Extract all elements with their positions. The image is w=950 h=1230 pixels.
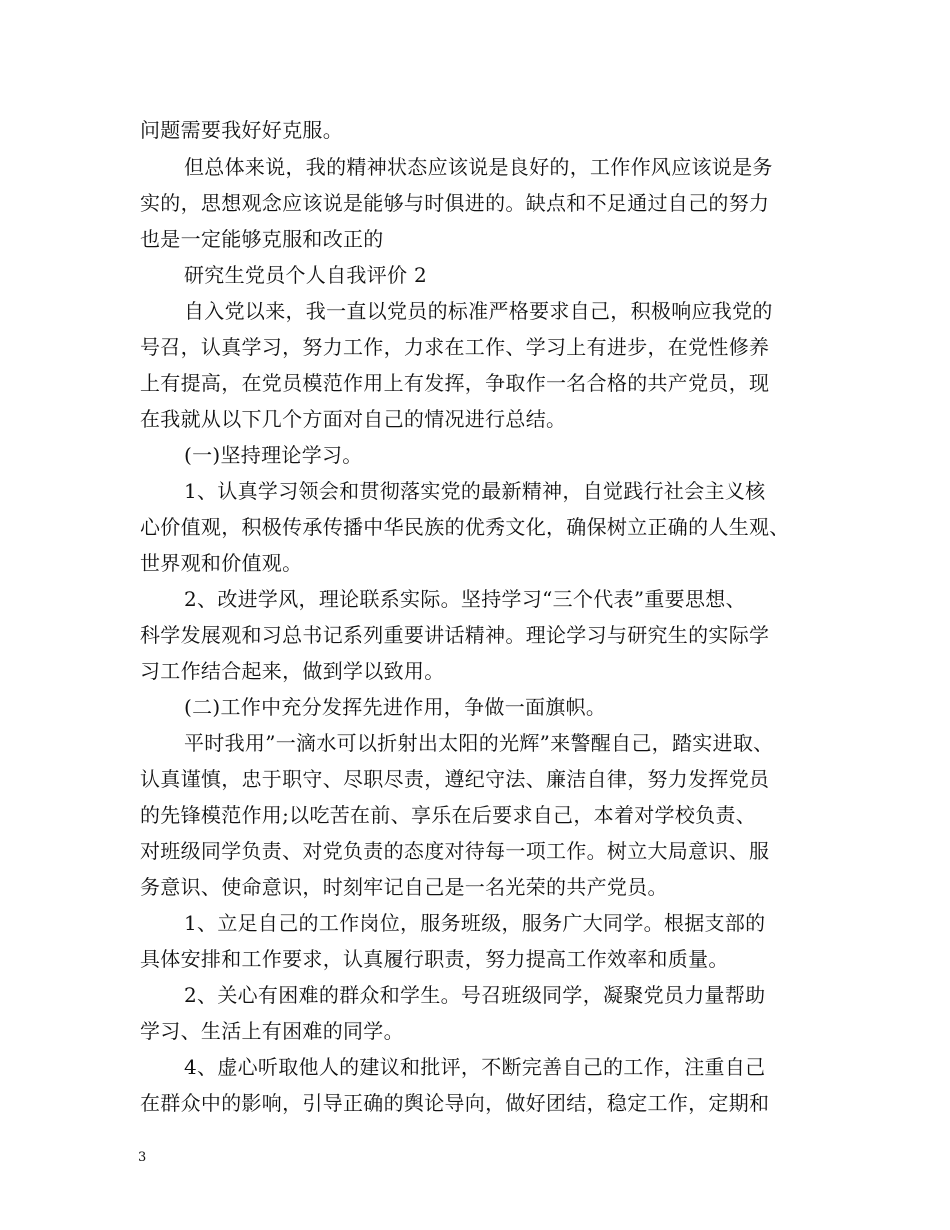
- subsection-heading: (二)工作中充分发挥先进作用，争做一面旗帜。: [184, 695, 607, 719]
- text-line: 务意识、使命意识，时刻牢记自己是一名光荣的共产党员。: [140, 875, 668, 899]
- text-line: 在我就从以下几个方面对自己的情况进行总结。: [140, 407, 567, 431]
- text-line: 在群众中的影响，引导正确的舆论导向，做好团结，稳定工作，定期和: [140, 1091, 770, 1115]
- text-line: 4、虚心听取他人的建议和批评，不断完善自己的工作，注重自己: [184, 1055, 766, 1079]
- text-line: 自入党以来，我一直以党员的标准严格要求自己，积极响应我党的: [184, 299, 773, 323]
- text-line: 2、改进学风，理论联系实际。坚持学习“三个代表”重要思想、: [184, 587, 746, 611]
- text-line: 问题需要我好好克服。: [140, 118, 343, 142]
- text-line: 心价值观，积极传承传播中华民族的优秀文化，确保树立正确的人生观、: [140, 515, 790, 539]
- subsection-heading: (一)坚持理论学习。: [184, 443, 363, 467]
- text-line: 号召，认真学习，努力工作，力求在工作、学习上有进步，在党性修养: [140, 335, 770, 359]
- text-line: 科学发展观和习总书记系列重要讲话精神。理论学习与研究生的实际学: [140, 623, 770, 647]
- text-line: 上有提高，在党员模范作用上有发挥，争取作一名合格的共产党员，现: [140, 371, 770, 395]
- text-line: 具体安排和工作要求，认真履行职责，努力提高工作效率和质量。: [140, 947, 729, 971]
- text-line: 也是一定能够克服和改正的: [140, 227, 384, 251]
- text-line: 平时我用”一滴水可以折射出太阳的光辉”来警醒自己，踏实进取、: [184, 731, 774, 755]
- text-line: 但总体来说，我的精神状态应该说是良好的，工作作风应该说是务: [184, 155, 773, 179]
- page-number: 3: [138, 1150, 147, 1165]
- text-line: 1、认真学习领会和贯彻落实党的最新精神，自觉践行社会主义核: [184, 479, 766, 503]
- text-line: 1、立足自己的工作岗位，服务班级，服务广大同学。根据支部的: [184, 911, 766, 935]
- text-line: 的先锋模范作用;以吃苦在前、享乐在后要求自己，本着对学校负责、: [140, 803, 757, 827]
- text-line: 学习、生活上有困难的同学。: [140, 1019, 404, 1043]
- text-line: 实的，思想观念应该说是能够与时俱进的。缺点和不足通过自己的努力: [140, 191, 770, 215]
- section-heading: 研究生党员个人自我评价 2: [184, 263, 427, 287]
- text-line: 世界观和价值观。: [140, 551, 303, 575]
- text-line: 习工作结合起来，做到学以致用。: [140, 659, 445, 683]
- text-line: 认真谨慎，忠于职守、尽职尽责，遵纪守法、廉洁自律，努力发挥党员: [140, 767, 770, 791]
- text-line: 对班级同学负责、对党负责的态度对待每一项工作。树立大局意识、服: [140, 839, 770, 863]
- text-line: 2、关心有困难的群众和学生。号召班级同学，凝聚党员力量帮助: [184, 983, 766, 1007]
